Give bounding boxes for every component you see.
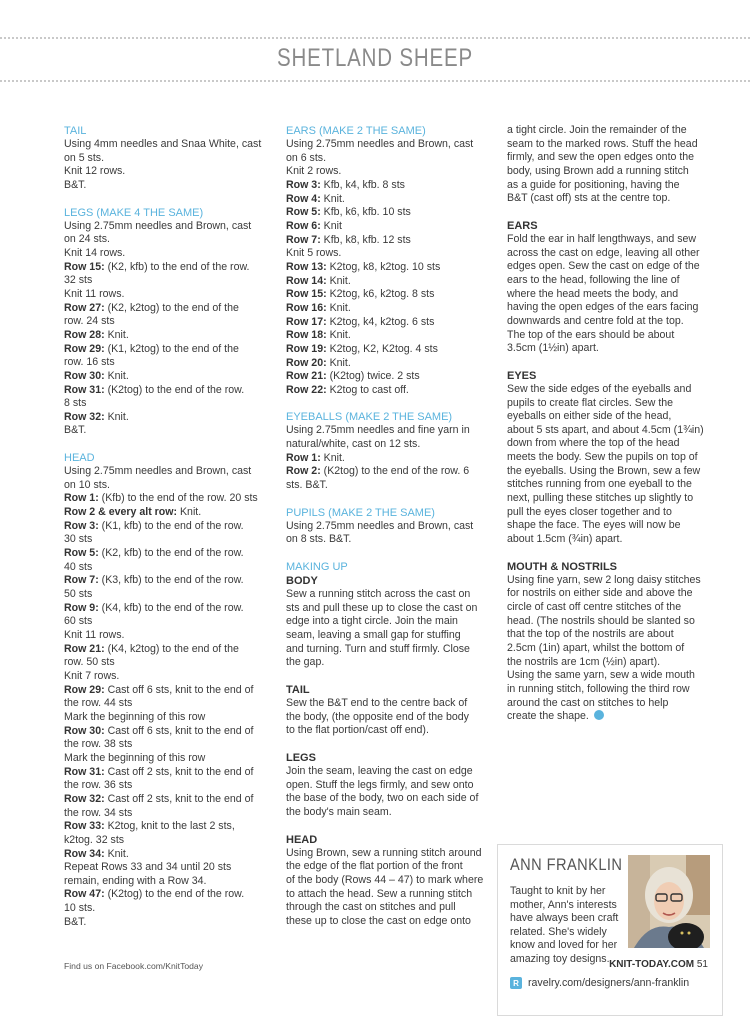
row-label: Row 30:	[64, 724, 105, 737]
text-line: Using 2.75mm needles and Brown, cast	[286, 519, 474, 532]
bio-line: Taught to knit by her	[510, 885, 606, 897]
footer-page-info	[609, 959, 708, 970]
text-line: the base of the body, two on each side of	[286, 792, 479, 805]
row-label: Row 6:	[286, 219, 321, 232]
row-label: Row 4:	[286, 192, 321, 205]
pattern-row: Row 7: Kfb, k8, kfb. 12 sts	[286, 233, 411, 246]
section-gap	[507, 206, 710, 219]
row-label: Row 33:	[64, 820, 105, 833]
text-line: downwards and centre fold at the top.	[507, 314, 684, 327]
row-label: Row 5:	[64, 547, 99, 560]
text-line: edge into a tight circle. Join the main	[286, 615, 458, 628]
text-line: the body's main seam.	[286, 805, 392, 818]
row-label: Row 5:	[286, 206, 321, 219]
title-dotted-rule	[0, 80, 750, 82]
pattern-row: Row 2 & every alt row: Knit.	[64, 506, 202, 519]
text-line: Mark the beginning of this row	[64, 751, 206, 764]
section-heading: LEGS (MAKE 4 THE SAME)	[64, 206, 204, 219]
row-label: Row 7:	[64, 574, 99, 587]
pattern-row: Row 32: Cast off 2 sts, knit to the end of	[64, 792, 254, 805]
text-line: seam, leaving a small gap for stuffing	[286, 629, 461, 642]
designer-name: ANN FRANKLIN	[510, 855, 623, 874]
text-line: that the top of the nostrils are about	[507, 628, 674, 641]
text-line: B&T.	[64, 424, 87, 437]
text-line: row. 50 sts	[64, 656, 115, 669]
row-label: Row 9:	[64, 601, 99, 614]
pattern-row: Row 27: (K2, k2tog) to the end of the	[64, 301, 239, 314]
pattern-row: Row 15: K2tog, k6, k2tog. 8 sts	[286, 288, 435, 301]
bio-line: amazing toy designs.	[510, 952, 610, 965]
subsection-heading: LEGS	[286, 751, 316, 764]
pattern-row: Row 21: (K4, k2tog) to the end of the	[64, 642, 239, 655]
section-gap	[507, 547, 710, 560]
designer-photo-illustration	[628, 855, 710, 948]
row-label: Row 7:	[286, 233, 321, 246]
text-line: Knit 2 rows.	[286, 165, 342, 178]
text-line: meets the body. Sew the pupils on top of	[507, 451, 698, 464]
text-line: around the cast on stitches to help	[507, 696, 669, 709]
text-line: Knit 11 rows.	[64, 287, 125, 300]
row-label: Row 27:	[64, 301, 105, 314]
pattern-row: Row 16: Knit.	[286, 301, 351, 314]
subsection-heading: MOUTH & NOSTRILS	[507, 560, 617, 573]
section-heading: PUPILS (MAKE 2 THE SAME)	[286, 506, 435, 519]
text-line: Mark the beginning of this row	[64, 710, 206, 723]
row-label: Row 3:	[286, 178, 321, 191]
pattern-row: Row 18: Knit.	[286, 329, 351, 342]
text-line: head. (The nostrils should be slanted so	[507, 614, 695, 627]
section-gap	[286, 547, 484, 560]
row-label: Row 31:	[64, 383, 105, 396]
text-line: seam to the marked rows. Stuff the head	[507, 137, 698, 150]
section-heading: EARS (MAKE 2 THE SAME)	[286, 125, 426, 137]
section-gap	[286, 493, 484, 506]
text-line: row. 24 sts	[64, 315, 115, 328]
bio-line: mother, Ann's interests	[510, 898, 617, 911]
row-label: Row 21:	[286, 370, 327, 383]
bio-line: related. She's widely	[510, 925, 607, 938]
row-label: Row 19:	[286, 342, 327, 355]
pattern-row: Row 28: Knit.	[64, 328, 129, 341]
end-of-article-icon	[594, 710, 604, 720]
text-line: ears to the head, following the line of	[507, 273, 680, 286]
subsection-heading: HEAD	[286, 833, 318, 846]
row-label: Row 29:	[64, 683, 105, 696]
text-line: 60 sts	[64, 615, 93, 628]
text-line: in running stitch, following the third row	[507, 682, 690, 695]
text-line: where the head meets the body, and	[507, 287, 679, 300]
text-line: Using 2.75mm needles and Brown, cast	[64, 465, 252, 478]
row-label: Row 2 & every alt row:	[64, 506, 178, 519]
subsection-heading: EYES	[507, 369, 537, 382]
text-line: create the shape.	[507, 710, 710, 724]
row-label: Row 22:	[286, 383, 327, 396]
designer-photo	[628, 855, 710, 948]
text-line: as a guide for positioning, having the	[507, 178, 680, 191]
bio-line: know and loved for her	[510, 939, 618, 952]
pattern-row: Row 31: (K2tog) to the end of the row.	[64, 383, 245, 396]
footer-site: KNIT-TODAY.COM	[609, 959, 695, 970]
text-line: B&T (cast off) sts at the centre top.	[507, 192, 671, 205]
pattern-row: Row 22: K2tog to cast off.	[286, 383, 409, 396]
section-gap	[286, 670, 484, 683]
text-line: the row. 36 sts	[64, 779, 133, 792]
text-line: having the open edges of the ears facing	[507, 301, 699, 314]
pattern-row: Row 15: (K2, kfb) to the end of the row.	[64, 260, 250, 273]
text-line: next, pulling these stitches up slightly to	[507, 492, 694, 505]
row-label: Row 20:	[286, 356, 327, 369]
page-number: 51	[696, 959, 708, 970]
column-2	[286, 124, 484, 929]
text-line: 2.5cm (1in) apart, whilst the bottom of	[507, 642, 685, 654]
pattern-row: Row 14: Knit.	[286, 274, 351, 287]
pattern-row: Row 4: Knit.	[286, 192, 345, 205]
pattern-row: Row 6: Knit	[286, 219, 342, 232]
section-heading: MAKING UP	[286, 561, 348, 574]
row-label: Row 17:	[286, 315, 327, 328]
text-line: for nostrils on either side and above the	[507, 587, 693, 600]
column-3	[507, 124, 710, 724]
text-line: on 8 sts. B&T.	[286, 533, 352, 546]
text-line: body, using Brown add a running stitch	[507, 164, 689, 177]
section-gap	[64, 438, 264, 451]
pattern-row: Row 21: (K2tog) twice. 2 sts	[286, 370, 420, 383]
text-line: and turning. Turn and stuff firmly. Close	[286, 642, 470, 655]
text-line: remain, ending with a Row 34.	[64, 874, 207, 887]
text-line: Using fine yarn, sew 2 long daisy stitches	[507, 573, 701, 586]
pattern-row: Row 7: (K3, kfb) to the end of the row.	[64, 574, 244, 587]
text-line: Sew the B&T end to the centre back of	[286, 697, 468, 709]
row-label: Row 1:	[286, 451, 321, 464]
text-line: B&T.	[64, 178, 87, 191]
text-line: circle of cast off centre stitches of the	[507, 601, 682, 614]
bio-line: have always been craft	[510, 912, 619, 925]
pattern-row: Row 1: (Kfb) to the end of the row. 20 sts	[64, 492, 258, 505]
text-line: 50 sts	[64, 588, 93, 601]
text-line: Knit 5 rows.	[286, 247, 342, 260]
text-line: through the cast on stitches and pull	[286, 901, 456, 914]
text-line: the edge of the flat portion of the front	[286, 860, 463, 873]
text-line: Using Brown, sew a running stitch around	[286, 846, 482, 859]
row-label: Row 18:	[286, 329, 327, 342]
designer-box	[497, 844, 723, 1016]
section-gap	[64, 193, 264, 206]
text-line: these up to close the cast on edge onto	[286, 914, 471, 927]
subsection-heading: BODY	[286, 575, 318, 588]
row-label: Row 13:	[286, 260, 327, 273]
text-line: Sew the side edges of the eyeballs and	[507, 382, 692, 395]
ravelry-link[interactable]	[510, 977, 689, 989]
pattern-row: Row 33: K2tog, knit to the last 2 sts,	[64, 820, 235, 833]
section-heading: HEAD	[64, 452, 95, 465]
row-label: Row 31:	[64, 765, 105, 778]
text-line: B&T.	[64, 915, 87, 928]
pattern-row: Row 3: Kfb, k4, kfb. 8 sts	[286, 178, 405, 191]
row-label: Row 29:	[64, 342, 105, 355]
text-line: sts and pull these up to close the cast on	[286, 601, 478, 614]
pattern-row: Row 30: Knit.	[64, 369, 129, 382]
text-line: of the body (Rows 44 – 47) to mark where	[286, 873, 484, 886]
subsection-heading: EARS	[507, 219, 538, 232]
row-label: Row 3:	[64, 519, 99, 532]
text-line: open. Stuff the legs firmly, and sew onto	[286, 778, 474, 791]
row-label: Row 16:	[286, 301, 327, 314]
text-line: about 1.5cm (¾in) apart.	[507, 533, 623, 546]
text-line: the row. 38 sts	[64, 738, 133, 751]
row-label: Row 15:	[286, 288, 327, 301]
pattern-row: Row 31: Cast off 2 sts, knit to the end of	[64, 765, 254, 778]
row-label: Row 30:	[64, 369, 105, 382]
footer-facebook: Find us on Facebook.com/KnitToday	[64, 961, 204, 971]
text-line: to attach the head. Sew a running stitch	[286, 887, 473, 900]
text-line: Knit 14 rows.	[64, 246, 126, 259]
top-dotted-rule	[0, 37, 750, 39]
row-label: Row 15:	[64, 260, 105, 273]
text-line: Using the same yarn, sew a wide mouth	[507, 669, 695, 682]
pattern-row: Row 1: Knit.	[286, 451, 345, 464]
text-line: pull the eyes closer together and to	[507, 505, 672, 518]
pattern-row: Row 17: K2tog, k4, k2tog. 6 sts	[286, 315, 435, 328]
text-line: across the cast on edge, leaving all other	[507, 246, 700, 259]
text-line: a tight circle. Join the remainder of the	[507, 124, 687, 136]
row-label: Row 32:	[64, 792, 105, 805]
text-line: down from where the top of the head	[507, 437, 680, 450]
section-gap	[286, 738, 484, 751]
text-line: eyeballs on either side of the head,	[507, 410, 672, 423]
row-label: Row 28:	[64, 328, 105, 341]
text-line: 32 sts	[64, 274, 93, 287]
row-label: Row 2:	[286, 465, 321, 478]
row-label: Row 14:	[286, 274, 327, 287]
row-label: Row 47:	[64, 888, 105, 901]
text-line: 30 sts	[64, 533, 93, 546]
text-line: Sew a running stitch across the cast on	[286, 588, 471, 601]
pattern-row: Row 2: (K2tog) to the end of the row. 6	[286, 465, 470, 478]
text-line: 3.5cm (1½in) apart.	[507, 342, 599, 355]
text-line: on 24 sts.	[64, 233, 110, 246]
subsection-heading: TAIL	[286, 684, 310, 696]
section-gap	[286, 820, 484, 833]
section-heading: TAIL	[64, 125, 87, 137]
text-line: the gap.	[286, 656, 325, 669]
section-gap	[507, 356, 710, 369]
column-1	[64, 124, 264, 929]
text-line: the body, (the opposite end of the body	[286, 710, 469, 723]
pattern-row: Row 30: Cast off 6 sts, knit to the end of	[64, 724, 254, 737]
page-title: SHETLAND SHEEP	[276, 44, 474, 72]
text-line: stitches running from one eyeball to the	[507, 478, 692, 491]
text-line: The top of the ears should be about	[507, 328, 675, 341]
pattern-row: Row 13: K2tog, k8, k2tog. 10 sts	[286, 260, 441, 273]
text-line: Fold the ear in half lengthways, and sew	[507, 232, 697, 245]
text-line: on 5 sts.	[64, 151, 105, 164]
section-heading: EYEBALLS (MAKE 2 THE SAME)	[286, 411, 453, 424]
row-label: Row 32:	[64, 410, 105, 423]
text-line: the nostrils are 1cm (½in) apart).	[507, 655, 661, 668]
row-label: Row 1:	[64, 492, 99, 505]
pattern-row: Row 9: (K4, kfb) to the end of the row.	[64, 601, 244, 614]
text-line: the eyeballs. Using the Brown, sew a few	[507, 464, 701, 477]
text-line: 10 sts.	[64, 902, 96, 915]
pattern-row: Row 3: (K1, kfb) to the end of the row.	[64, 519, 244, 532]
ravelry-icon: R	[510, 977, 522, 989]
pattern-row: Row 29: (K1, k2tog) to the end of the	[64, 342, 239, 355]
text-line: natural/white, cast on 12 sts.	[286, 438, 421, 451]
text-line: Using 2.75mm needles and fine yarn in	[286, 424, 470, 437]
text-line: 40 sts	[64, 560, 93, 573]
pattern-row: Row 34: Knit.	[64, 847, 129, 860]
pattern-row: Row 47: (K2tog) to the end of the row.	[64, 888, 245, 901]
text-line: shape the face. The eyes will now be	[507, 519, 681, 532]
text-line: Knit 12 rows.	[64, 165, 126, 178]
text-line: Knit 7 rows.	[64, 669, 120, 682]
text-line: Using 4mm needles and Snaa White, cast	[64, 138, 262, 150]
pattern-row: Row 20: Knit.	[286, 356, 351, 369]
text-line: 8 sts	[64, 397, 87, 410]
pattern-row: Row 29: Cast off 6 sts, knit to the end of	[64, 683, 254, 696]
text-line: firmly, and sew the open edges onto the	[507, 151, 695, 164]
text-line: the row. 34 sts	[64, 806, 133, 819]
text-line: Join the seam, leaving the cast on edge	[286, 764, 473, 777]
text-line: Using 2.75mm needles and Brown, cast	[64, 219, 252, 232]
pattern-row: Row 19: K2tog, K2, K2tog. 4 sts	[286, 342, 438, 355]
pattern-row: Row 32: Knit.	[64, 410, 129, 423]
text-line: on 6 sts.	[286, 151, 327, 164]
text-line: on 10 sts.	[64, 478, 110, 491]
section-gap	[286, 397, 484, 410]
text-line: Knit 11 rows.	[64, 629, 125, 641]
pattern-row: Row 5: (K2, kfb) to the end of the row.	[64, 547, 244, 560]
text-line: Using 2.75mm needles and Brown, cast	[286, 138, 474, 150]
text-line: edges open. Sew the cast on edge of the	[507, 260, 700, 273]
text-line: the row. 44 sts	[64, 697, 133, 710]
text-line: Repeat Rows 33 and 34 until 20 sts	[64, 861, 232, 874]
pattern-row: Row 5: Kfb, k6, kfb. 10 sts	[286, 206, 411, 219]
text-line: to the flat portion/cast off end).	[286, 724, 429, 737]
row-label: Row 21:	[64, 642, 105, 655]
designer-bio	[510, 885, 622, 967]
text-line: row. 16 sts	[64, 356, 115, 369]
row-label: Row 34:	[64, 847, 105, 860]
text-line: about 5 sts apart, and about 4.5cm (1¾in)	[507, 423, 704, 436]
text-line: pupils to create flat circles. Sew the	[507, 396, 674, 409]
text-line: sts. B&T.	[286, 479, 328, 492]
ravelry-link-text: ravelry.com/designers/ann-franklin	[528, 977, 690, 989]
text-line: k2tog. 32 sts	[64, 833, 125, 846]
